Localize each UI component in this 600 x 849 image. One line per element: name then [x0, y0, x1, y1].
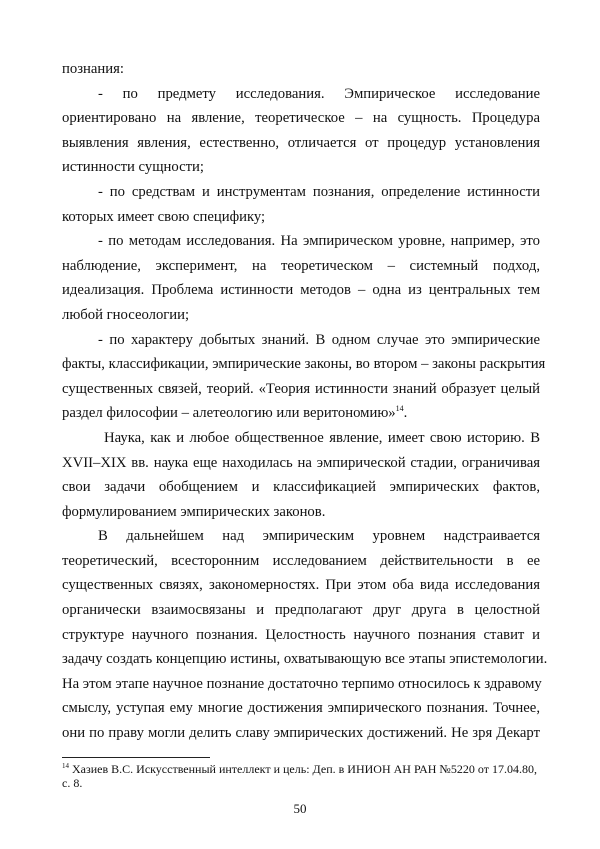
- text-line: идеализация. Проблема истинности методов – одна из центральных тем: [62, 282, 540, 299]
- text-line: которых имеет свою специфику;: [62, 208, 266, 225]
- text-line: истинности сущности;: [62, 159, 204, 176]
- text-line: - по предмету исследования. Эмпирическое исследование: [98, 85, 540, 102]
- text-line: формулированием эмпирических законов.: [62, 503, 326, 520]
- page-number: 50: [293, 801, 307, 816]
- footnote-reference[interactable]: 14: [395, 404, 404, 414]
- text-line: существенных связях, закономерностях. При этом оба вида исследования: [62, 577, 540, 594]
- text-line: [62, 401, 540, 426]
- text-line: Наука, как и любое общественное явление, имеет свою историю. В: [104, 429, 540, 446]
- text-line: органически взаимосвязаны и предполагают друг друга в целостной: [62, 602, 540, 619]
- text-line: факты, классификации, эмпирические законы, во втором – законы раскрытия: [62, 356, 546, 373]
- footnote-divider: [62, 757, 210, 758]
- text-line: свои задачи обобщением и классификацией эмпирических фактов,: [62, 479, 540, 496]
- text-line: они по праву могли делить славу эмпирических достижений. Не зря Декарт: [62, 725, 540, 742]
- text-line: выявления явления, естественно, отличается от процедур установления: [62, 134, 540, 151]
- text-line: теоретический, всесторонним исследованием действительности в ее: [62, 552, 540, 569]
- quote-text: раздел философии – алетеологию или веритономию»: [62, 405, 396, 422]
- text-line: наблюдение, эксперимент, на теоретическом – системный подход,: [62, 257, 540, 274]
- text-line: - по методам исследования. На эмпирическом уровне, например, это: [98, 233, 540, 250]
- footnote-number: 14: [62, 762, 69, 770]
- text-line: задачу создать концепцию истины, охватывающую все этапы эпистемологии.: [62, 651, 548, 668]
- footnote-text: Хазиев В.С. Искусственный интеллект и цель: Деп. в ИНИОН АН РАН №5220 от 17.04.80, с. 8.: [62, 762, 537, 790]
- footnote: [62, 762, 540, 790]
- footnote-ref-suffix: .: [403, 405, 408, 422]
- text-line: XVII–XIX вв. наука еще находилась на эмпирической стадии, ограничивая: [62, 454, 540, 471]
- text-line: На этом этапе научное познание достаточно терпимо относилось к здравому: [62, 675, 542, 692]
- text-line: ориентировано на явление, теоретическое – на сущность. Процедура: [62, 110, 540, 127]
- text-line: существенных связей, теорий. «Теория истинности знаний образует целый: [62, 380, 540, 397]
- text-line: смыслу, уступая ему многие достижения эмпирического познания. Точнее,: [62, 700, 540, 717]
- text-line: структуре научного познания. Целостность научного познания ставит и: [62, 626, 540, 643]
- text-line: В дальнейшем над эмпирическим уровнем надстраивается: [98, 528, 540, 545]
- text-line: любой гносеологии;: [62, 306, 190, 323]
- body-text: [62, 57, 548, 746]
- text-line: - по средствам и инструментам познания, определение истинности: [98, 183, 540, 200]
- text-line: познания:: [62, 61, 124, 77]
- text-line: - по характеру добытых знаний. В одном случае это эмпирические: [98, 331, 540, 348]
